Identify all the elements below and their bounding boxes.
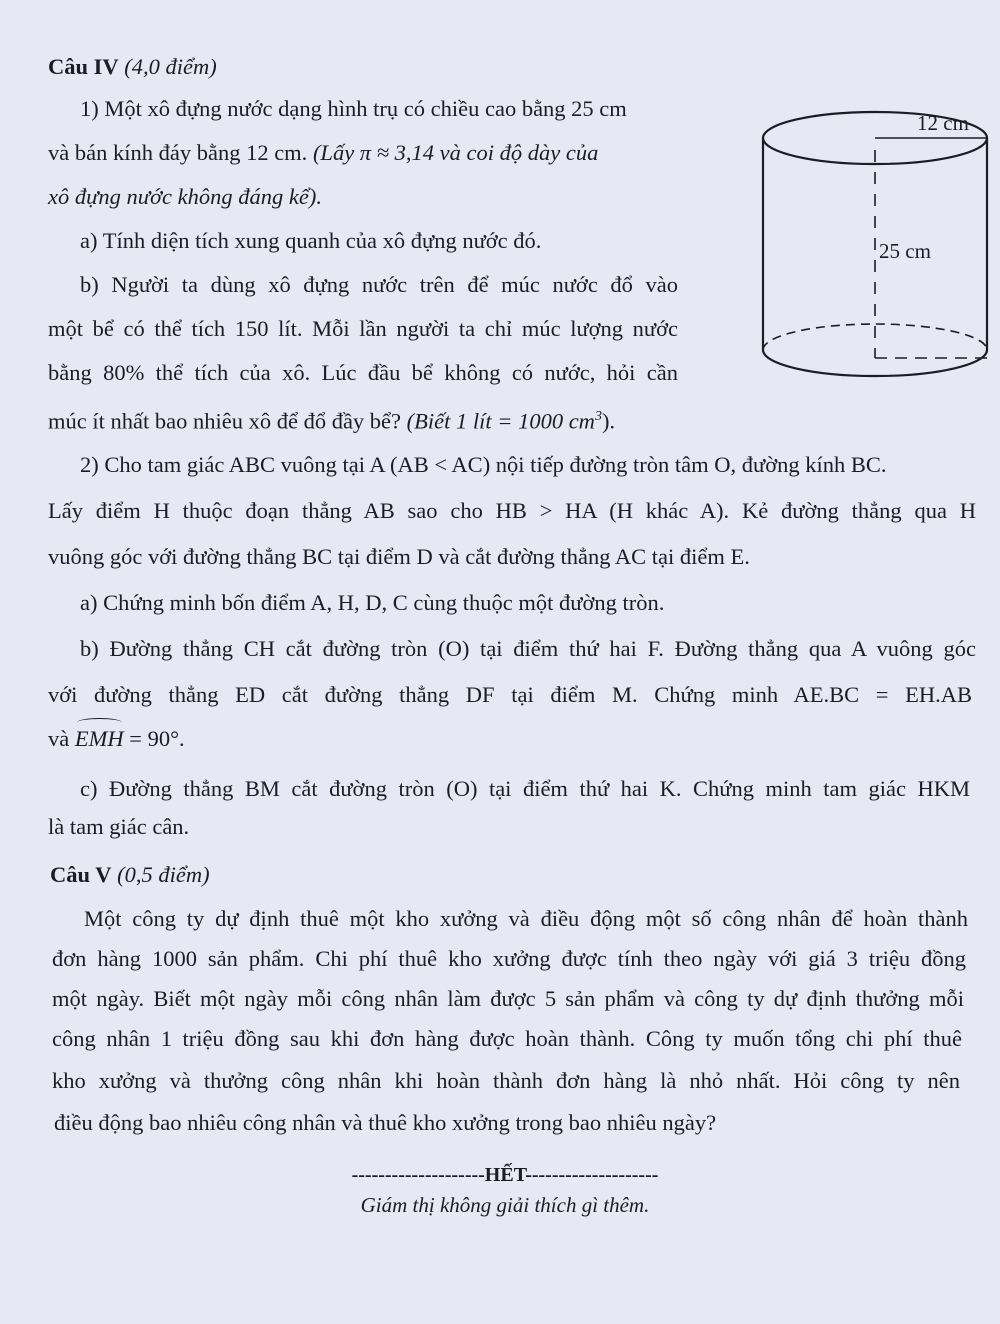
q4-p1-line-3: xô đựng nước không đáng kể). — [48, 184, 322, 209]
q5-line-5: kho xưởng và thưởng công nhân khi hoàn thành đơn hàng là nhỏ nhất. Hỏi công ty nên — [52, 1068, 960, 1093]
q5-line-3: một ngày. Biết một ngày mỗi công nhân làm được 5 sản phẩm và công ty dự định thưởng mỗi — [52, 986, 964, 1011]
q4-p2-b-line-1: b) Đường thẳng CH cắt đường tròn (O) tại điểm thứ hai F. Đường thẳng qua A vuông góc — [80, 636, 976, 661]
question-4-points: (4,0 điểm) — [124, 54, 217, 79]
question-4-title: Câu IV — [48, 54, 119, 79]
q4-p2-b-line-3c: = 90°. — [129, 726, 185, 751]
q5-line-2: đơn hàng 1000 sản phẩm. Chi phí thuê kho xưởng được tính theo ngày với giá 3 triệu đồng — [52, 946, 966, 971]
q5-line-6: điều động bao nhiêu công nhân và thuê kho xưởng trong bao nhiêu ngày? — [54, 1110, 717, 1135]
angle-emh: EMH — [75, 724, 124, 754]
q4-p1-line-2a: và bán kính đáy bằng 12 cm. — [48, 140, 308, 165]
q5-line-4: công nhân 1 triệu đồng sau khi đơn hàng được hoàn thành. Công ty muốn tổng chi phí thuê — [52, 1026, 962, 1051]
q4-p1-line-2 — [48, 138, 598, 168]
q4-p1-b-line-1: b) Người ta dùng xô đựng nước trên để múc nước đổ vào — [80, 272, 678, 297]
q4-p1-b-line-4 — [48, 402, 615, 437]
q4-p1-b-line-4c: 3 — [594, 409, 602, 424]
question-5-heading — [50, 860, 210, 890]
q5-line-1: Một công ty dự định thuê một kho xưởng và điều động một số công nhân để hoàn thành — [84, 906, 968, 931]
q4-p2-c-line-1: c) Đường thẳng BM cắt đường tròn (O) tại điểm thứ hai K. Chứng minh tam giác HKM — [80, 776, 970, 801]
q4-p1-b-line-4a: múc ít nhất bao nhiêu xô để đổ đầy bể? — [48, 408, 402, 434]
q4-p2-a: a) Chứng minh bốn điểm A, H, D, C cùng thuộc một đường tròn. — [80, 590, 665, 615]
q4-p1-b-line-4b: (Biết 1 lít = 1000 cm — [406, 408, 595, 434]
q4-p2-b-line-2: với đường thẳng ED cắt đường thẳng DF tại điểm M. Chứng minh AE.BC = EH.AB — [48, 682, 972, 707]
q4-p2-b-line-3 — [48, 724, 185, 754]
q4-p1-b-line-3: bằng 80% thể tích của xô. Lúc đầu bể không có nước, hỏi cần — [48, 360, 678, 385]
question-5-points: (0,5 điểm) — [117, 862, 210, 887]
radius-label: 12 cm — [917, 111, 969, 135]
proctor-note: Giám thị không giải thích gì thêm. — [360, 1193, 650, 1217]
cylinder-figure — [755, 100, 995, 400]
question-4-heading — [48, 52, 217, 82]
q4-p2-line-3: vuông góc với đường thẳng BC tại điểm D và cắt đường thẳng AC tại điểm E. — [48, 544, 750, 569]
q4-p2-b-line-3a: và — [48, 726, 70, 751]
question-5-title: Câu V — [50, 862, 112, 887]
q4-p2-line-2: Lấy điểm H thuộc đoạn thẳng AB sao cho HB > HA (H khác A). Kẻ đường thẳng qua H — [48, 498, 976, 523]
q4-p1-b-line-2: một bể có thể tích 150 lít. Mỗi lần người ta chỉ múc lượng nước — [48, 316, 678, 341]
height-label: 25 cm — [879, 239, 931, 263]
q4-p2-c-line-2: là tam giác cân. — [48, 814, 190, 839]
q4-p1-a: a) Tính diện tích xung quanh của xô đựng nước đó. — [80, 228, 542, 253]
end-marker: --------------------HẾT-------------------- — [351, 1164, 659, 1186]
q4-p1-b-line-4d: ). — [601, 408, 616, 434]
q4-p2-line-1: 2) Cho tam giác ABC vuông tại A (AB < AC) nội tiếp đường tròn tâm O, đường kính BC. — [80, 452, 887, 477]
q4-p1-line-2b: (Lấy π ≈ 3,14 và coi độ dày của — [312, 140, 599, 165]
q4-p1-line-1: 1) Một xô đựng nước dạng hình trụ có chiều cao bằng 25 cm — [80, 96, 627, 121]
